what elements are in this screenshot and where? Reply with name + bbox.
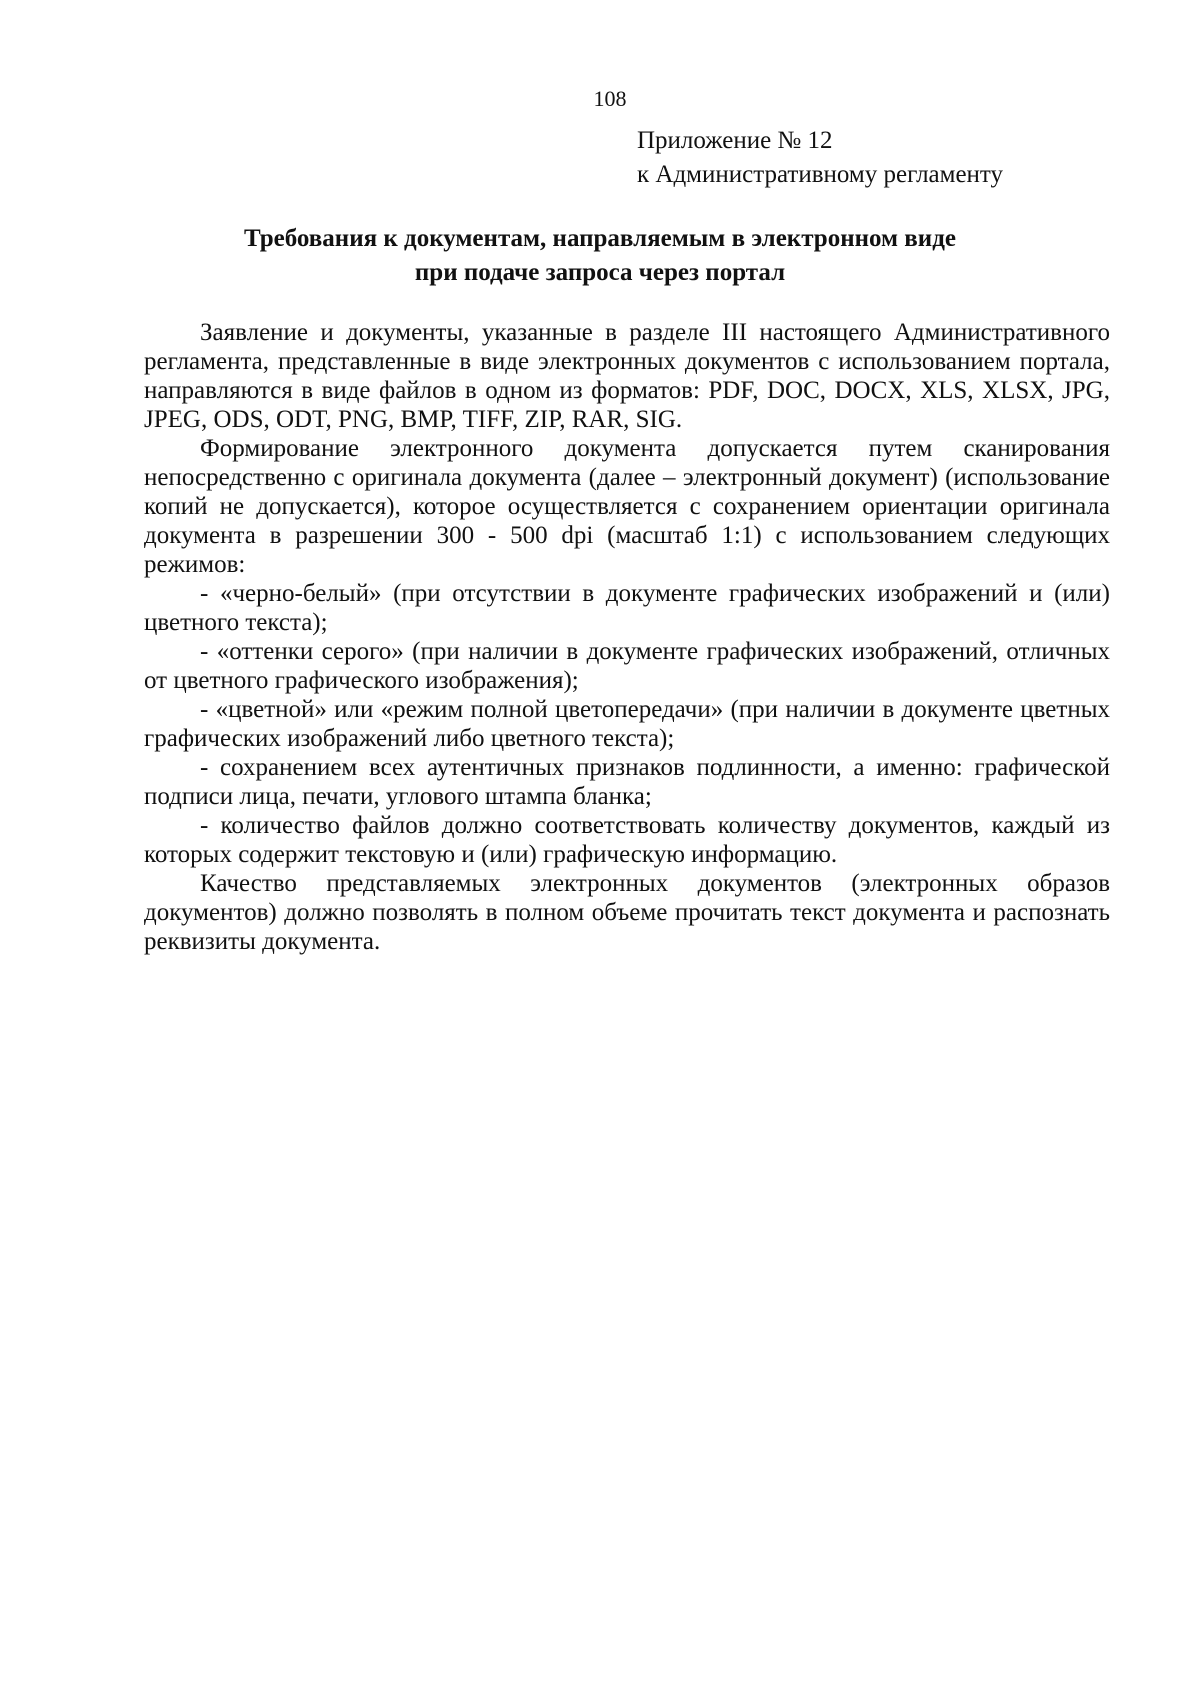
title-line-1: Требования к документам, направляемым в электронном виде xyxy=(244,225,956,252)
appendix-number: Приложение № 12 xyxy=(637,127,833,154)
document-body xyxy=(144,318,1110,956)
paragraph-scanning: Формирование электронного документа допускается путем сканирования непосредственно с оригинала документа (далее – электронный документ) (использование копий не допускается), которое осуществляется с сохранением ориентации оригинала документа в разрешении 300 - 500 dpi (масштаб 1:1) с использованием следующих режимов: xyxy=(144,435,1110,578)
appendix-header xyxy=(637,124,1003,192)
paragraph-quality: Качество представляемых электронных документов (электронных образов документов) должно позволять в полном объеме прочитать текст документа и распознать реквизиты документа. xyxy=(144,870,1110,955)
list-item-file-count: - количество файлов должно соответствовать количеству документов, каждый из которых содержит текстовую и (или) графическую информацию. xyxy=(144,812,1110,868)
page-number: 108 xyxy=(593,86,627,111)
list-item-grayscale: - «оттенки серого» (при наличии в документе графических изображений, отличных от цветного графического изображения); xyxy=(144,638,1110,694)
list-item-color: - «цветной» или «режим полной цветопередачи» (при наличии в документе цветных графических изображений либо цветного текста); xyxy=(144,696,1110,752)
list-item-authenticity: - сохранением всех аутентичных признаков подлинности, а именно: графической подписи лица, печати, углового штампа бланка; xyxy=(144,754,1110,810)
appendix-reference: к Административному регламенту xyxy=(637,161,1004,188)
paragraph-file-formats: Заявление и документы, указанные в разделе III настоящего Административного регламента, представленные в виде электронных документов с использованием портала, направляются в виде файлов в одном из форматов: PDF, DOC, DOCX, XLS, XLSX, JPG, JPEG, ODS, ODT, PNG, BMP, TIFF, ZIP, RAR, SIG. xyxy=(144,319,1110,433)
list-item-black-white: - «черно-белый» (при отсутствии в документе графических изображений и (или) цветного текста); xyxy=(144,580,1110,636)
title-line-2: при подаче запроса через портал xyxy=(414,259,786,286)
document-title xyxy=(150,222,1050,290)
